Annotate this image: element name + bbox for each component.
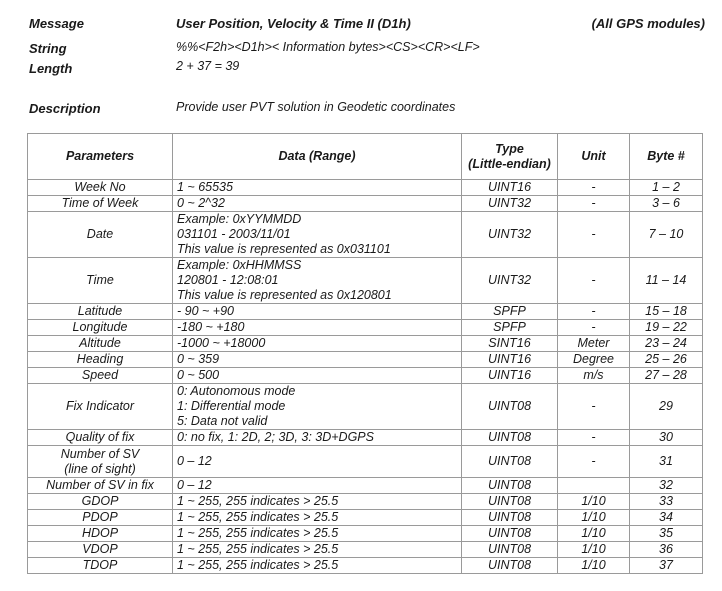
cell-unit: - [558,258,630,304]
cell-parameter [28,368,173,384]
cell-byte: 32 [630,478,703,494]
cell-parameter-line: Number of SV [60,446,140,461]
cell-data-range-line: 0 – 12 [177,478,212,492]
col-header-type [462,134,558,180]
cell-parameter-line: (line of sight) [64,461,136,476]
cell-data-range [173,368,462,384]
length-value: 2 + 37 = 39 [176,59,240,73]
table-row [28,510,703,526]
cell-data-range [173,478,462,494]
table-row [28,352,703,368]
cell-type: UINT16 [462,368,558,384]
cell-type: UINT08 [462,478,558,494]
cell-parameter-line: Heading [76,352,124,366]
cell-unit: 1/10 [558,510,630,526]
table-header-row [28,134,703,180]
cell-data-range [173,494,462,510]
table-row [28,478,703,494]
cell-byte: 1 – 2 [630,180,703,196]
cell-parameter-line: Speed [81,368,119,382]
col-header-unit: Unit [558,134,630,180]
cell-unit: - [558,446,630,478]
cell-type: UINT32 [462,196,558,212]
cell-unit: - [558,180,630,196]
table-row [28,430,703,446]
cell-unit: Meter [558,336,630,352]
cell-byte: 35 [630,526,703,542]
cell-parameter [28,196,173,212]
cell-data-range-line: 120801 - 12:08:01 [177,273,279,287]
cell-parameter-line: Fix Indicator [65,399,135,413]
cell-unit: - [558,304,630,320]
cell-unit: 1/10 [558,494,630,510]
cell-parameter [28,258,173,304]
cell-type: UINT08 [462,542,558,558]
cell-byte: 37 [630,558,703,574]
cell-data-range-line: 0: no fix, 1: 2D, 2; 3D, 3: 3D+DGPS [177,430,374,444]
cell-data-range [173,542,462,558]
table-row [28,336,703,352]
cell-data-range [173,304,462,320]
cell-type: UINT08 [462,494,558,510]
cell-parameter [28,446,173,478]
table-row [28,368,703,384]
cell-data-range-line: 1: Differential mode [177,399,286,413]
cell-data-range [173,430,462,446]
cell-parameter [28,558,173,574]
cell-parameter [28,336,173,352]
cell-parameter-line: Longitude [72,320,128,334]
cell-parameter-line: Date [86,227,114,241]
cell-parameter-line: Quality of fix [65,430,135,444]
table-row [28,320,703,336]
cell-unit: - [558,196,630,212]
cell-data-range-line: 0 ~ 500 [177,368,220,382]
cell-data-range [173,384,462,430]
cell-parameter-line: Time [86,273,114,287]
cell-type: UINT16 [462,352,558,368]
cell-parameter-line: Latitude [77,304,123,318]
description-value: Provide user PVT solution in Geodetic coordinates [176,100,456,114]
cell-parameter [28,510,173,526]
table-row [28,542,703,558]
cell-data-range-line: Example: 0xHHMMSS [177,258,302,272]
cell-parameter-line: VDOP [82,542,118,556]
cell-type: UINT16 [462,180,558,196]
cell-data-range-line: 0 ~ 2^32 [177,196,225,210]
cell-parameter-line: Week No [74,180,126,194]
cell-data-range-line: -180 ~ +180 [177,320,245,334]
cell-parameter [28,430,173,446]
cell-type: SPFP [462,320,558,336]
cell-data-range-line: - 90 ~ +90 [177,304,234,318]
cell-data-range-line: This value is represented as 0x120801 [177,288,392,302]
cell-data-range [173,526,462,542]
cell-data-range-line: -1000 ~ +18000 [177,336,266,350]
string-label: String [29,41,67,56]
cell-unit: 1/10 [558,558,630,574]
cell-byte: 29 [630,384,703,430]
cell-byte: 30 [630,430,703,446]
cell-unit [558,478,630,494]
cell-data-range-line: 031101 - 2003/11/01 [177,227,291,241]
parameters-table [27,133,703,574]
cell-type: UINT08 [462,526,558,542]
table-row [28,526,703,542]
table-row [28,384,703,430]
cell-byte: 25 – 26 [630,352,703,368]
cell-unit: - [558,430,630,446]
table-row [28,446,703,478]
table-body [28,180,703,574]
col-header-data: Data (Range) [173,134,462,180]
description-label: Description [29,101,101,116]
cell-type: UINT32 [462,258,558,304]
cell-unit: Degree [558,352,630,368]
cell-parameter [28,352,173,368]
cell-data-range-line: 0 ~ 359 [177,352,220,366]
cell-byte: 27 – 28 [630,368,703,384]
cell-parameter [28,494,173,510]
cell-data-range [173,510,462,526]
cell-type: UINT08 [462,510,558,526]
cell-data-range [173,446,462,478]
cell-byte: 11 – 14 [630,258,703,304]
table-row [28,212,703,258]
cell-unit: - [558,384,630,430]
cell-byte: 15 – 18 [630,304,703,320]
table-row [28,494,703,510]
table-row [28,258,703,304]
col-header-type-line1: Type [495,141,524,156]
cell-unit: - [558,320,630,336]
cell-data-range-line: 5: Data not valid [177,414,268,428]
cell-type: SINT16 [462,336,558,352]
cell-parameter [28,542,173,558]
cell-data-range [173,258,462,304]
message-title: User Position, Velocity & Time II (D1h) [176,16,411,31]
cell-byte: 23 – 24 [630,336,703,352]
cell-data-range-line: 1 ~ 255, 255 indicates > 25.5 [177,494,339,508]
cell-unit: - [558,212,630,258]
cell-byte: 36 [630,542,703,558]
cell-byte: 34 [630,510,703,526]
modules-note: (All GPS modules) [591,16,705,31]
cell-parameter [28,212,173,258]
cell-data-range-line: 1 ~ 65535 [177,180,233,194]
cell-parameter [28,478,173,494]
cell-parameter-line: GDOP [81,494,119,508]
cell-parameter-line: Altitude [79,336,121,350]
cell-type: UINT08 [462,384,558,430]
cell-data-range-line: 0 – 12 [177,454,212,468]
cell-data-range-line: 1 ~ 255, 255 indicates > 25.5 [177,558,339,572]
cell-data-range [173,352,462,368]
cell-data-range-line: 1 ~ 255, 255 indicates > 25.5 [177,542,339,556]
message-label: Message [29,16,84,31]
string-value: %%<F2h><D1h>< Information bytes><CS><CR><LF> [176,40,480,54]
table-row [28,558,703,574]
col-header-parameters: Parameters [28,134,173,180]
cell-type: UINT32 [462,212,558,258]
cell-byte: 7 – 10 [630,212,703,258]
cell-type: SPFP [462,304,558,320]
cell-parameter-line: Number of SV in fix [46,478,154,492]
cell-data-range [173,558,462,574]
cell-data-range-line: 1 ~ 255, 255 indicates > 25.5 [177,526,339,540]
cell-byte: 33 [630,494,703,510]
cell-byte: 31 [630,446,703,478]
cell-data-range [173,180,462,196]
cell-byte: 3 – 6 [630,196,703,212]
cell-parameter-line: HDOP [81,526,119,540]
table-row [28,304,703,320]
cell-parameter-line: Time of Week [61,196,139,210]
cell-type: UINT08 [462,430,558,446]
cell-type: UINT08 [462,558,558,574]
cell-parameter [28,180,173,196]
length-label: Length [29,61,73,76]
cell-parameter-line: TDOP [82,558,118,572]
cell-byte: 19 – 22 [630,320,703,336]
table-row [28,196,703,212]
cell-parameter-line: PDOP [82,510,118,524]
cell-data-range [173,212,462,258]
cell-data-range [173,320,462,336]
col-header-byte: Byte # [630,134,703,180]
cell-unit: 1/10 [558,542,630,558]
cell-data-range [173,196,462,212]
cell-data-range-line: Example: 0xYYMMDD [177,212,302,226]
cell-type: UINT08 [462,446,558,478]
cell-data-range [173,336,462,352]
cell-data-range-line: 0: Autonomous mode [177,384,296,398]
cell-unit: 1/10 [558,526,630,542]
cell-parameter [28,304,173,320]
cell-parameter [28,384,173,430]
cell-data-range-line: This value is represented as 0x031101 [177,242,391,256]
cell-parameter [28,526,173,542]
cell-unit: m/s [558,368,630,384]
table-row [28,180,703,196]
cell-parameter [28,320,173,336]
cell-data-range-line: 1 ~ 255, 255 indicates > 25.5 [177,510,339,524]
col-header-type-line2: (Little-endian) [468,156,551,171]
